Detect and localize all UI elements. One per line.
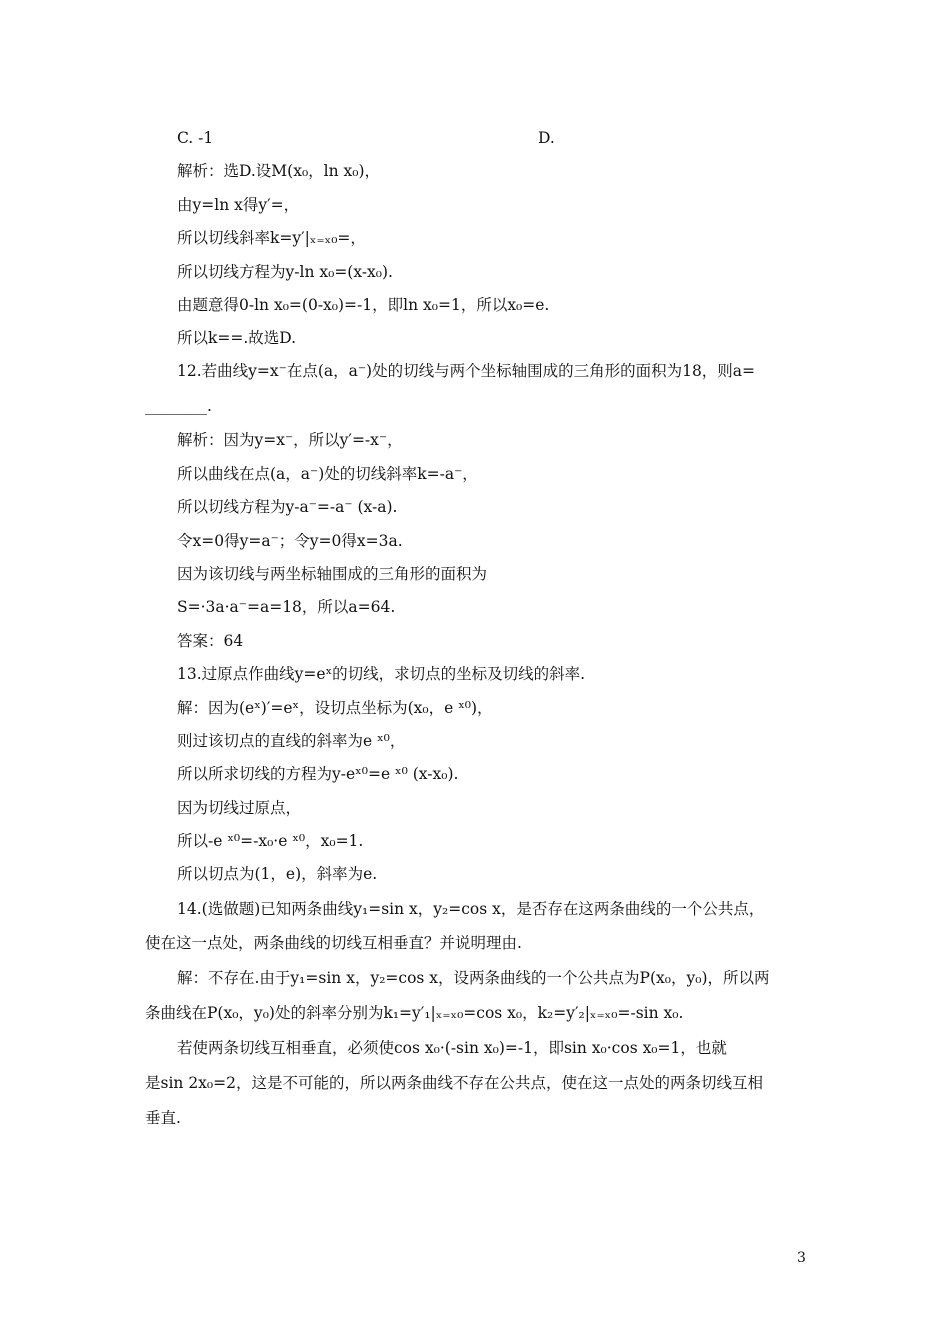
text-line: 所以-e ˣ⁰=-x₀·e ˣ⁰，x₀=1. [177, 832, 364, 850]
text-line: 解：不存在.由于y₁=sin x，y₂=cos x，设两条曲线的一个公共点为P(x₀，y₀)，所以两 [177, 969, 770, 987]
text-line: 解析：因为y=x⁻，所以y′=-x⁻， [177, 431, 403, 449]
question-14: 14.(选做题)已知两条曲线y₁=sin x，y₂=cos x，是否存在这两条曲线的一个公共点， [177, 900, 765, 918]
question-12: 12.若曲线y=x⁻在点(a，a⁻)处的切线与两个坐标轴围成的三角形的面积为18，则a= [177, 362, 756, 380]
text-line: 所以切线斜率k=y′|ₓ₌ₓ₀=， [177, 229, 366, 247]
text-line: 所以所求切线的方程为y-eˣ⁰=e ˣ⁰ (x-x₀). [177, 765, 459, 783]
text-line: 垂直. [145, 1109, 181, 1127]
text-line: 所以k==.故选D. [177, 329, 297, 347]
text-line: 因为切线过原点， [177, 799, 302, 817]
text-line: 所以切线方程为y-ln x₀=(x-x₀). [177, 263, 393, 281]
text-line: 所以曲线在点(a，a⁻)处的切线斜率k=-a⁻， [177, 465, 478, 483]
option-d: D. [538, 129, 555, 147]
text-line: 条曲线在P(x₀，y₀)处的斜率分别为k₁=y′₁|ₓ₌ₓ₀=cos x₀，k₂=y′₂|ₓ₌ₓ₀=-sin x₀. [145, 1004, 684, 1022]
text-line: 解：因为(eˣ)′=eˣ，设切点坐标为(x₀，e ˣ⁰)， [177, 699, 493, 717]
text-line: 由y=ln x得y′=， [177, 196, 300, 214]
text-line: 若使两条切线互相垂直，必须使cos x₀·(-sin x₀)=-1，即sin x₀·cos x₀=1，也就 [177, 1039, 727, 1057]
answer-blank: ________. [145, 397, 212, 415]
text-line: 则过该切点的直线的斜率为e ˣ⁰， [177, 732, 406, 750]
page-number: 3 [797, 1250, 806, 1266]
text-line: 所以切线方程为y-a⁻=-a⁻ (x-a). [177, 498, 398, 516]
text-line: 解析：选D.设M(x₀，ln x₀)， [177, 162, 381, 180]
option-c: C. -1 [177, 129, 214, 147]
text-line: 是sin 2x₀=2，这是不可能的，所以两条曲线不存在公共点，使在这一点处的两条切线互相 [145, 1074, 763, 1092]
text-line: S=·3a·a⁻=a=18，所以a=64. [177, 598, 396, 616]
text-line: 因为该切线与两坐标轴围成的三角形的面积为 [177, 565, 488, 583]
text-line: 所以切点为(1，e)，斜率为e. [177, 865, 378, 883]
text-line: 使在这一点处，两条曲线的切线互相垂直？并说明理由. [145, 934, 522, 952]
text-line: 由题意得0-ln x₀=(0-x₀)=-1，即ln x₀=1，所以x₀=e. [177, 296, 550, 314]
question-13: 13.过原点作曲线y=eˣ的切线，求切点的坐标及切线的斜率. [177, 665, 586, 683]
text-line: 令x=0得y=a⁻；令y=0得x=3a. [177, 532, 403, 550]
answer-line: 答案：64 [177, 632, 244, 650]
